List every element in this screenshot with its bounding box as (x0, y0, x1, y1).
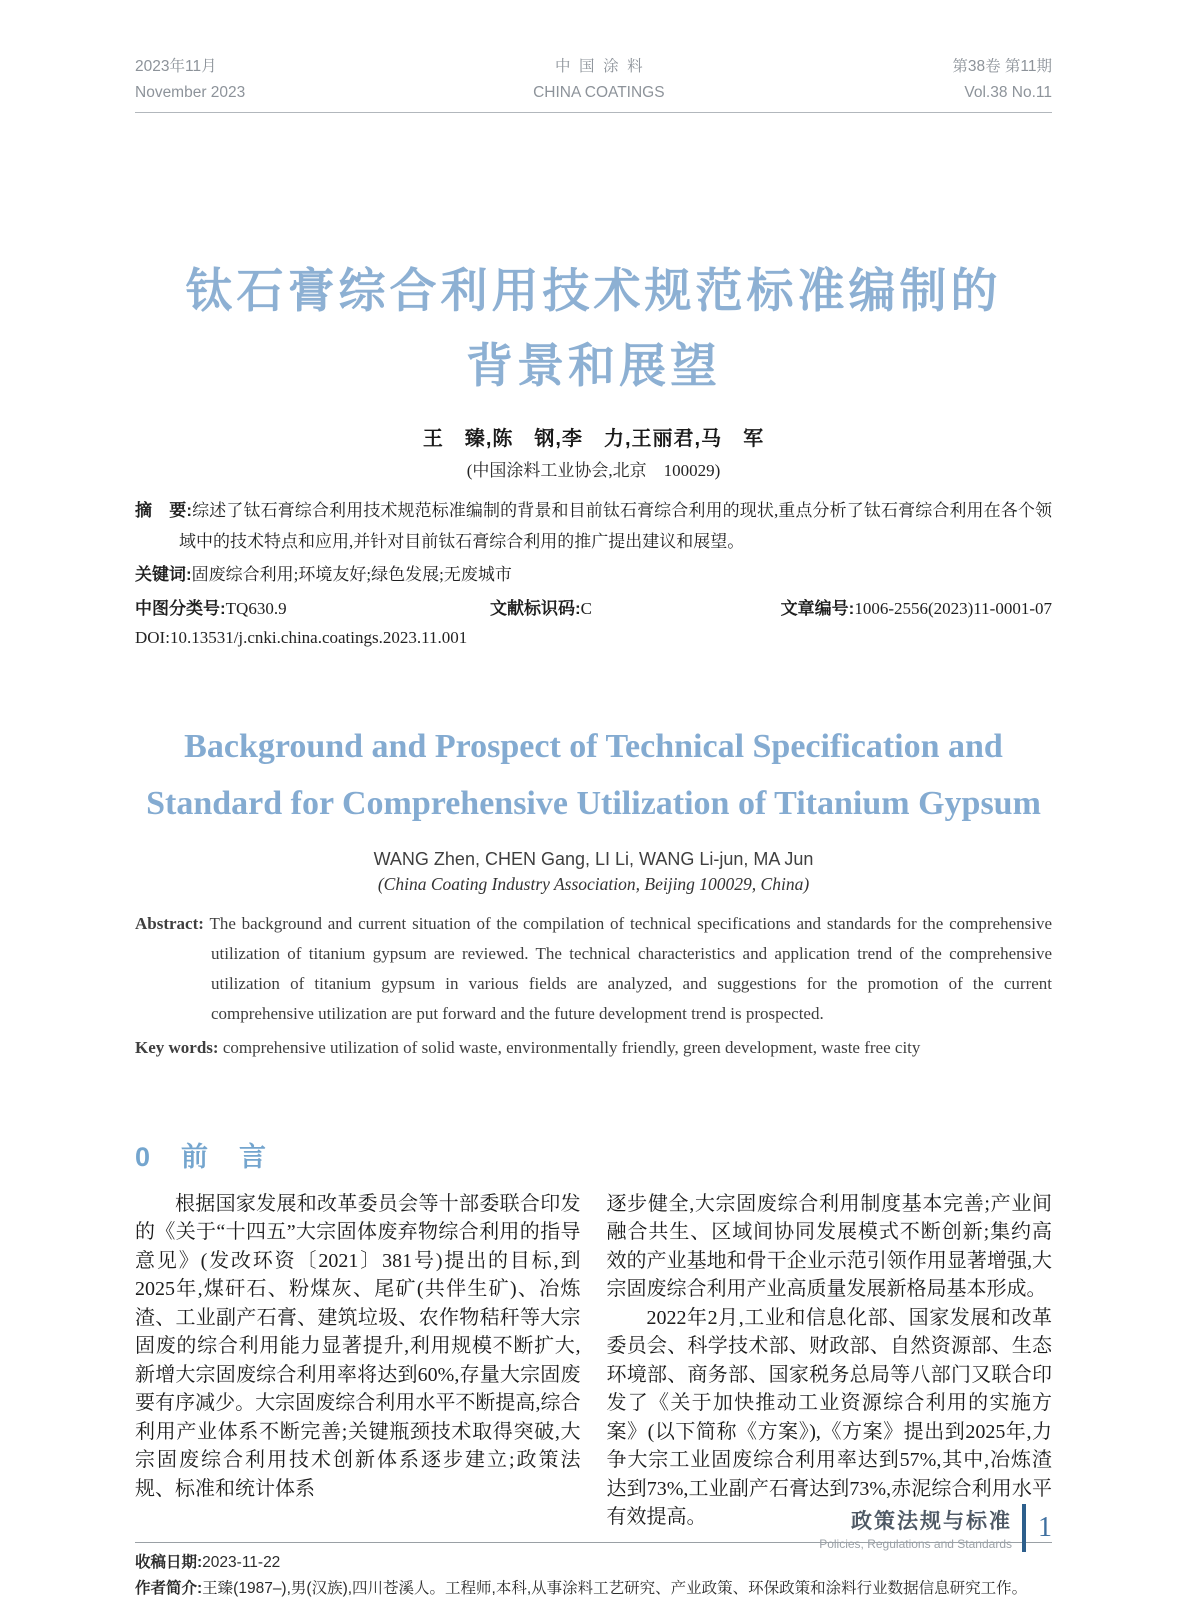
body-columns (135, 1190, 1052, 1532)
author-bio (135, 1576, 1052, 1600)
meta-doc-code-label: 文献标识码: (490, 599, 581, 619)
meta-doc-code (490, 594, 781, 619)
received-date-label: 收稿日期: (135, 1553, 203, 1571)
meta-article-id-value: 1006-2556(2023)11-0001-07 (854, 599, 1052, 619)
received-date (135, 1550, 1052, 1576)
page-header (135, 0, 1052, 113)
abstract-text-en: The background and current situation of the compilation of technical specifications and standards for the comprehensive utilization of titanium gypsum are reviewed. The technical characteristics and application trend of the comprehensive utilization of titanium gypsum in various fields are analyzed, and suggestions for the promotion of the current comprehensive utilization are put forward and the future development trend is prospected. (209, 913, 1052, 1024)
footer-column-title-cn: 政策法规与标准 (851, 1510, 1012, 1533)
meta-clc-label: 中图分类号: (135, 599, 226, 619)
keywords-label-en: Key words: (135, 1037, 219, 1057)
abstract-cn (135, 495, 1052, 558)
keywords-text-en: comprehensive utilization of solid waste, environmentally friendly, green development, waste free city (222, 1037, 921, 1057)
volume-issue-en: Vol.38 No.11 (964, 83, 1052, 101)
meta-doc-code-value: C (580, 599, 593, 619)
body-column-right (607, 1190, 1053, 1532)
keywords-en (135, 1033, 1052, 1063)
paragraph: 2022年2月,工业和信息化部、国家发展和改革委员会、科学技术部、财政部、自然资源部、生态环境部、商务部、国家税务总局等八部门又联合印发了《关于加快推动工业资源综合利用的实施方案》(以下简称《方案》),《方案》提出到2025年,力争大宗工业固废综合利用率达到57%,其中,冶炼渣达到73%,工业副产石膏达到73%,赤泥综合利用水平有效提高。 (606, 1306, 1052, 1529)
doi: DOI:10.13531/j.cnki.china.coatings.2023.11.001 (135, 628, 468, 648)
paragraph: 逐步健全,大宗固废综合利用制度基本完善;产业间融合共生、区域间协同发展模式不断创新;集约高效的产业基地和骨干企业示范引领作用显著增强,大宗固废综合利用产业高质量发展新格局基本形成。 (606, 1192, 1052, 1301)
keywords-label-cn: 关键词: (135, 565, 192, 585)
footer-divider-bar (1022, 1504, 1026, 1552)
header-issue-date (135, 54, 245, 105)
section-heading-0: 0 前 言 (135, 1141, 269, 1172)
received-date-value: 2023-11-22 (202, 1553, 281, 1571)
header-volume-issue (952, 54, 1052, 105)
author-bio-text: 王臻(1987–),男(汉族),四川苍溪人。工程师,本科,从事涂料工艺研究、产业政策、环保政策和涂料行业数据信息研究工作。 (202, 1580, 1028, 1598)
abstract-label-en: Abstract: (135, 913, 204, 933)
meta-article-id-label: 文章编号: (780, 599, 855, 619)
journal-title-cn: 中国涂料 (555, 58, 652, 75)
abstract-text-cn: 综述了钛石膏综合利用技术规范标准编制的背景和目前钛石膏综合利用的现状,重点分析了钛石膏综合利用在各个领域中的技术特点和应用,并针对目前钛石膏综合利用的推广提出建议和展望。 (179, 500, 1052, 551)
article-title-en-line1: Background and Prospect of Technical Specification and (184, 728, 1003, 766)
body-column-left (135, 1190, 581, 1532)
meta-clc (135, 594, 490, 619)
issue-date-cn: 2023年11月 (135, 58, 217, 75)
meta-article-id (781, 594, 1052, 619)
article-title-cn-line2: 背景和展望 (466, 339, 721, 393)
article-title-en (135, 718, 1052, 832)
author-bio-label: 作者简介: (135, 1580, 203, 1598)
authors-cn: 王 臻,陈 钢,李 力,王丽君,马 军 (422, 427, 765, 450)
footer-column-title-en: Policies, Regulations and Standards (819, 1537, 1012, 1551)
meta-row (135, 594, 1052, 619)
issue-date-en: November 2023 (135, 83, 246, 101)
keywords-cn (135, 560, 1052, 585)
abstract-en (135, 909, 1052, 1030)
article-title-cn (135, 253, 1052, 403)
authors-en: WANG Zhen, CHEN Gang, LI Li, WANG Li-jun, MA Jun (373, 848, 814, 869)
affiliation-en: (China Coating Industry Association, Beijing 100029, China) (377, 873, 810, 894)
paragraph: 根据国家发展和改革委员会等十部委联合印发的《关于“十四五”大宗固体废弃物综合利用的指导意见》(发改环资〔2021〕381号)提出的目标,到2025年,煤矸石、粉煤灰、尾矿(共伴生矿)、冶炼渣、工业副产石膏、建筑垃圾、农作物秸秆等大宗固废的综合利用能力显著提升,利用规模不断扩大,新增大宗固废综合利用率将达到60%,存量大宗固废要有序减少。大宗固废综合利用水平不断提高,综合利用产业体系不断完善;关键瓶颈技术取得突破,大宗固废综合利用技术创新体系逐步建立;政策法规、标准和统计体系 (135, 1192, 581, 1500)
page-footer (819, 1504, 1052, 1552)
article-title-en-line2: Standard for Comprehensive Utilization of Titanium Gypsum (146, 785, 1041, 823)
journal-title-en: CHINA COATINGS (533, 83, 665, 101)
page-number: 1 (1038, 1512, 1052, 1543)
volume-issue-cn: 第38卷 第11期 (952, 58, 1052, 75)
footer-column-title (819, 1505, 1012, 1551)
keywords-text-cn: 固废综合利用;环境友好;绿色发展;无废城市 (191, 565, 512, 585)
header-journal-title (533, 54, 664, 105)
abstract-label-cn: 摘 要: (135, 500, 192, 520)
affiliation-cn: (中国涂料工业协会,北京 100029) (466, 460, 721, 480)
meta-clc-value: TQ630.9 (225, 599, 287, 619)
article-title-cn-line1: 钛石膏综合利用技术规范标准编制的 (185, 264, 1002, 318)
